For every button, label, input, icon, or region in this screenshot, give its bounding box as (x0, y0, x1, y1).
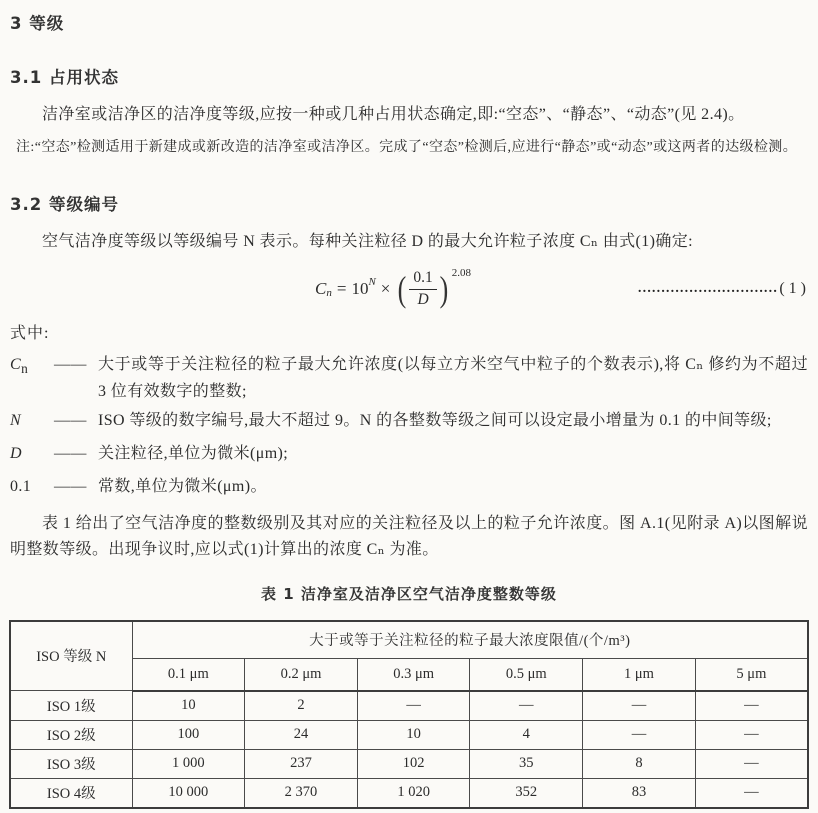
table-row-iso1 (10, 691, 808, 721)
section-3-1-heading: 3.1 占用状态 (10, 68, 119, 87)
eq-lhs-subscript: n (326, 287, 332, 299)
eq-fraction-denominator: D (417, 290, 429, 308)
cell-value: 10 000 (132, 778, 245, 808)
definition-description: 关注粒径,单位为微米(μm); (98, 445, 289, 463)
equation-1 (315, 269, 470, 309)
cell-value: 352 (470, 778, 583, 808)
cell-value: 10 (357, 720, 470, 749)
cell-value: 100 (132, 720, 245, 749)
section-3-1-note (16, 134, 808, 161)
cell-value: 4 (470, 720, 583, 749)
definition-dash: —— (54, 412, 87, 429)
definition-description: 常数,单位为微米(μm)。 (98, 478, 267, 496)
definition-term (10, 473, 54, 504)
header-size-1um: 1 μm (583, 658, 696, 691)
cell-value: — (695, 749, 808, 778)
eq-equals-sign: = (336, 279, 347, 298)
eq-base-10: 10 (351, 279, 369, 298)
definition-term (10, 440, 54, 471)
cell-value: — (583, 691, 696, 721)
definition-term (10, 351, 54, 405)
table-row-iso3 (10, 749, 808, 778)
header-size-0.5um: 0.5 μm (470, 658, 583, 691)
definition-cn (10, 351, 808, 405)
cell-value: — (357, 691, 470, 721)
row-label: ISO 2级 (10, 720, 132, 749)
definition-01 (10, 473, 808, 504)
eq-close-paren: ) (439, 269, 449, 309)
definition-description: 大于或等于关注粒径的粒子最大允许浓度(以每立方米空气中粒子的个数表示),将 Cₙ 修约为不超过 3 位有效数字的整数; (98, 356, 808, 400)
header-size-0.1um: 0.1 μm (132, 658, 245, 691)
definition-term-symbol: N (10, 412, 22, 429)
eq-fraction-numerator: 0.1 (409, 269, 436, 290)
cell-value: 10 (132, 691, 245, 721)
definition-term-symbol: D (10, 445, 22, 463)
header-size-0.3um: 0.3 μm (357, 658, 470, 691)
table-row-iso2 (10, 720, 808, 749)
eq-open-paren: ( (398, 269, 407, 309)
note-label: 注: (16, 140, 35, 155)
row-label: ISO 4级 (10, 778, 132, 808)
cell-value: — (695, 720, 808, 749)
cell-value: 35 (470, 749, 583, 778)
section-3-heading: 3 等级 (10, 14, 65, 33)
table-header-row-1 (10, 621, 808, 659)
definition-term (10, 407, 54, 438)
definition-description: ISO 等级的数字编号,最大不超过 9。N 的各整数等级之间可以设定最小增量为 0.1 的中间等级; (98, 412, 772, 429)
eq-power-exponent: 2.08 (451, 267, 471, 279)
cell-value: — (695, 778, 808, 808)
eq-exponent-N: N (368, 276, 376, 288)
eq-times-sign: × (380, 279, 391, 298)
header-size-0.2um: 0.2 μm (245, 658, 358, 691)
eq-fraction (409, 269, 436, 309)
row-label: ISO 1级 (10, 691, 132, 721)
definition-term-symbol: C (10, 356, 22, 373)
cell-value: 83 (583, 778, 696, 808)
header-concentration-limits: 大于或等于关注粒径的粒子最大浓度限值/(个/m³) (132, 621, 808, 659)
cell-value: — (695, 691, 808, 721)
cell-value: — (470, 691, 583, 721)
cell-value: 102 (357, 749, 470, 778)
header-iso-class: ISO 等级 N (10, 621, 132, 691)
header-size-5um: 5 μm (695, 658, 808, 691)
table-row-iso4 (10, 778, 808, 808)
cell-value: 237 (245, 749, 358, 778)
cell-value: 8 (583, 749, 696, 778)
section-3-1-paragraph: 洁净室或洁净区的洁净度等级,应按一种或几种占用状态确定,即:“空态”、“静态”、“动态”(见 2.4)。 (42, 106, 745, 123)
cell-value: 2 (245, 691, 358, 721)
where-label: 式中: (10, 325, 50, 342)
definition-n (10, 407, 808, 438)
equation-1-row (10, 261, 806, 317)
definition-dash: —— (54, 478, 87, 496)
cell-value: 24 (245, 720, 358, 749)
cell-value: 2 370 (245, 778, 358, 808)
section-3-2-heading: 3.2 等级编号 (10, 195, 119, 214)
definition-term-subscript: n (21, 361, 29, 377)
cell-value: 1 000 (132, 749, 245, 778)
definition-dash: —— (54, 445, 87, 463)
section-3-2-closing-paragraph: 表 1 给出了空气洁净度的整数级别及其对应的关注粒径及以上的粒子允许浓度。图 A.1(见附录 A)以图解说明整数等级。出现争议时,应以式(1)计算出的浓度 Cₙ 为准。 (10, 514, 808, 558)
eq-lhs-variable: C (315, 279, 327, 298)
cell-value: — (583, 720, 696, 749)
definition-dash: —— (54, 356, 87, 373)
section-3-2-intro: 空气洁净度等级以等级编号 N 表示。每种关注粒径 D 的最大允许粒子浓度 Cₙ 由式(1)确定: (42, 233, 694, 250)
definition-term-symbol: 0.1 (10, 478, 32, 496)
table-1 (9, 620, 809, 809)
note-text: “空态”检测适用于新建成或新改造的洁净室或洁净区。完成了“空态”检测后,应进行“静态”或“动态”或这两者的达级检测。 (34, 140, 798, 155)
row-label: ISO 3级 (10, 749, 132, 778)
table-1-caption: 表 1 洁净室及洁净区空气洁净度整数等级 (261, 584, 557, 603)
cell-value: 1 020 (357, 778, 470, 808)
equation-number: ( 1 ) (779, 280, 806, 297)
definition-d (10, 440, 808, 471)
equation-dot-leader: ………………………… (637, 281, 778, 296)
